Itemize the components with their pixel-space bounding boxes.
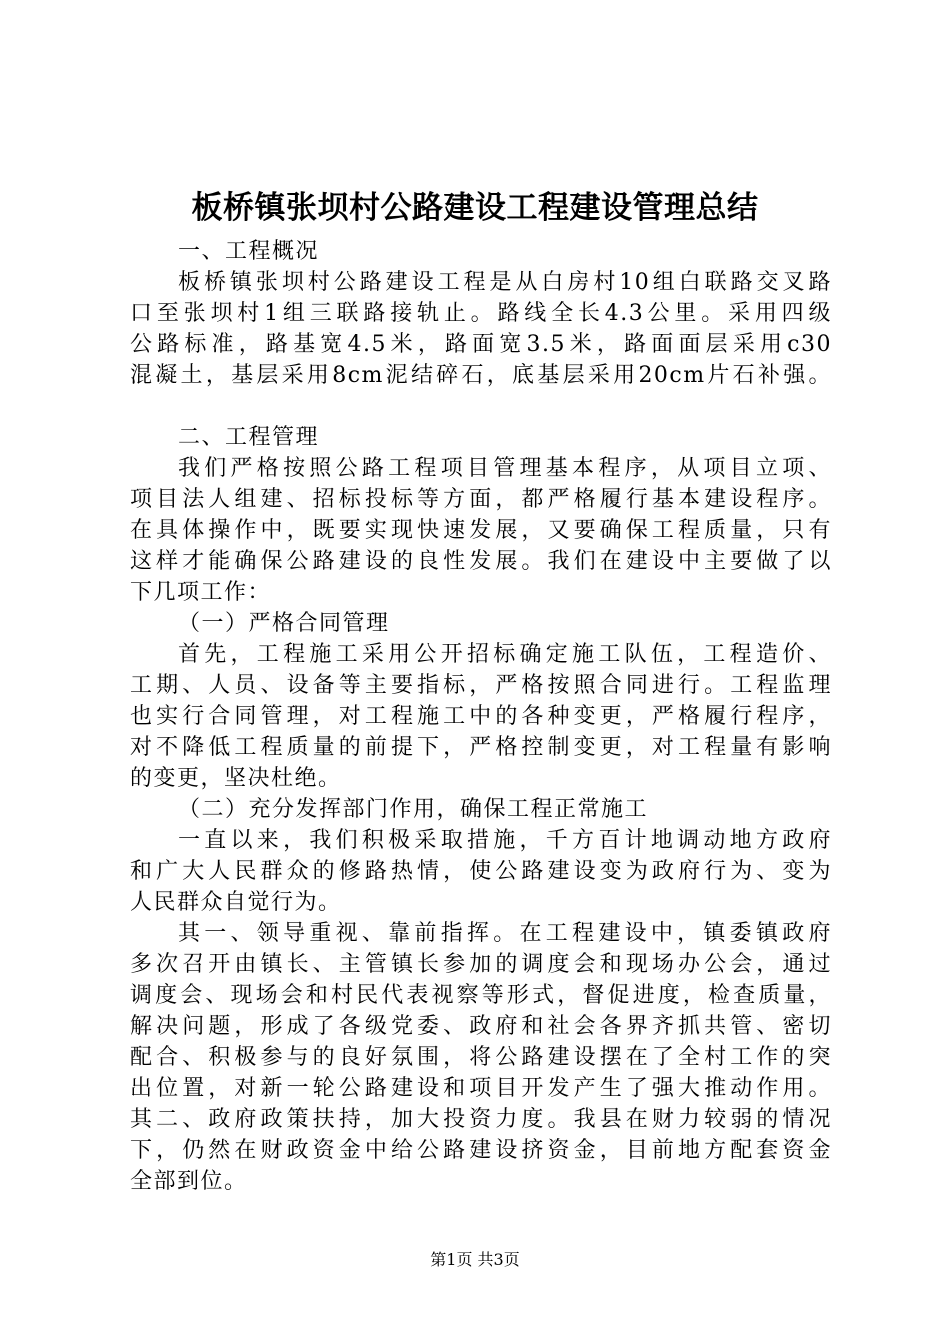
paragraph-line: 在具体操作中，既要实现快速发展，又要确保工程质量，只有 [130,518,832,543]
paragraph-line: 下几项工作： [130,580,272,605]
blank-line [130,391,832,422]
paragraph-line: 的变更，坚决杜绝。 [130,766,342,791]
subsection-heading: （二）充分发挥部门作用，确保工程正常施工 [178,797,649,822]
paragraph-line: 也实行合同管理，对工程施工中的各种变更，严格履行程序， [130,704,832,729]
paragraph-line: 配合、积极参与的良好氛围，将公路建设摆在了全村工作的突 [130,1045,832,1070]
paragraph-line: 一直以来，我们积极采取措施，千方百计地调动地方政府 [178,828,832,853]
paragraph-line: 混凝土，基层采用8cm泥结碎石，底基层采用20cm片石补强。 [130,363,832,388]
paragraph-line: 调度会、现场会和村民代表视察等形式，督促进度，检查质量， [130,983,832,1008]
paragraph-line: 全部到位。 [130,1169,248,1194]
paragraph-line: 下，仍然在财政资金中给公路建设挤资金，目前地方配套资金 [130,1138,832,1163]
section-heading: 二、工程管理 [178,425,320,450]
subsection-heading: （一）严格合同管理 [178,611,390,636]
paragraph-line: 我们严格按照公路工程项目管理基本程序，从项目立项、 [178,456,832,481]
paragraph-line: 口至张坝村1组三联路接轨止。路线全长4.3公里。采用四级 [130,301,832,326]
paragraph-line: 解决问题，形成了各级党委、政府和社会各界齐抓共管、密切 [130,1014,832,1039]
page-footer: 第1页 共3页 [430,1250,520,1269]
paragraph-line: 公路标准，路基宽4.5米，路面宽3.5米，路面面层采用c30 [130,332,832,357]
paragraph-line: 对不降低工程质量的前提下，严格控制变更，对工程量有影响 [130,735,832,760]
document-body [130,236,832,1197]
paragraph-line: 其一、领导重视、靠前指挥。在工程建设中，镇委镇政府 [178,921,832,946]
paragraph-line: 多次召开由镇长、主管镇长参加的调度会和现场办公会，通过 [130,952,832,977]
paragraph-line: 人民群众自觉行为。 [130,890,342,915]
section-heading: 一、工程概况 [178,239,320,264]
document-title: 板桥镇张坝村公路建设工程建设管理总结 [191,190,759,226]
paragraph-line: 工期、人员、设备等主要指标，严格按照合同进行。工程监理 [130,673,832,698]
paragraph-line: 板桥镇张坝村公路建设工程是从白房村10组白联路交叉路 [178,270,832,295]
paragraph-line: 这样才能确保公路建设的良性发展。我们在建设中主要做了以 [130,549,832,574]
paragraph-line: 其二、政府政策扶持，加大投资力度。我县在财力较弱的情况 [130,1107,832,1132]
paragraph-line: 和广大人民群众的修路热情，使公路建设变为政府行为、变为 [130,859,832,884]
paragraph-line: 项目法人组建、招标投标等方面，都严格履行基本建设程序。 [130,487,832,512]
paragraph-line: 出位置，对新一轮公路建设和项目开发产生了强大推动作用。 [130,1076,832,1101]
paragraph-line: 首先，工程施工采用公开招标确定施工队伍，工程造价、 [178,642,832,667]
